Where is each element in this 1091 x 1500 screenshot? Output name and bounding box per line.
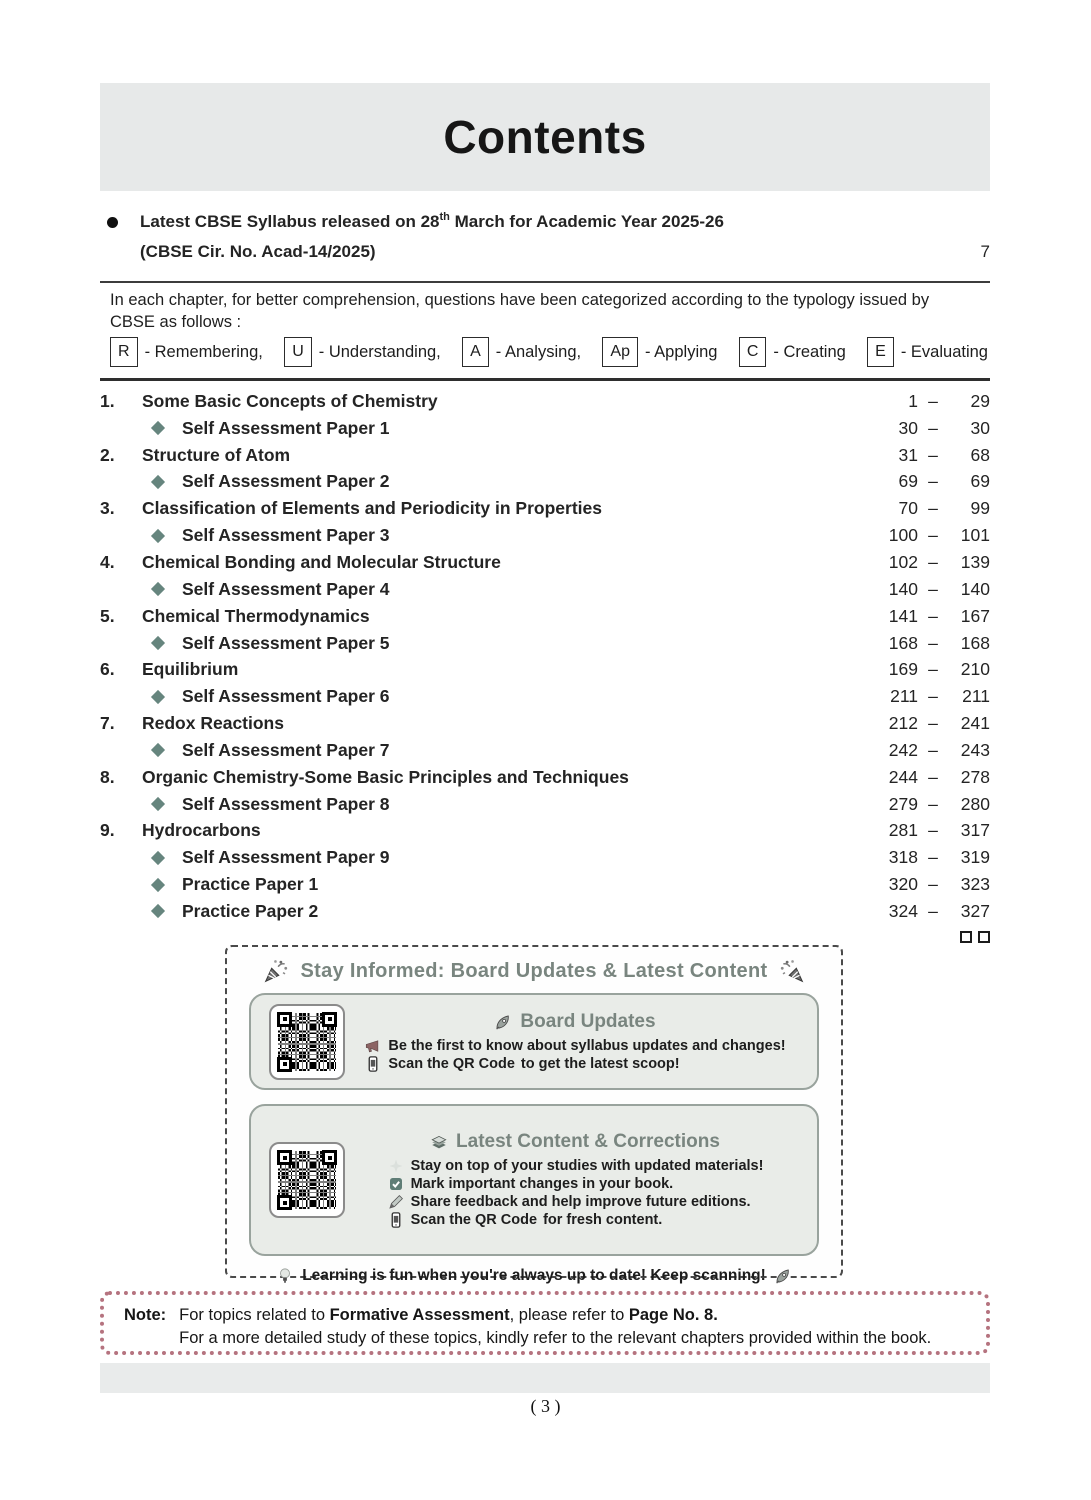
chapter-number: 9. [100,820,115,841]
toc-subrow [100,415,990,442]
subentry-title: Practice Paper 2 [182,900,319,921]
card-line-bold: Scan the QR Code [388,1055,515,1072]
subentry-title: Self Assessment Paper 1 [182,417,390,438]
pencil-icon [387,1193,405,1211]
circular-reference: (CBSE Cir. No. Acad-14/2025) [140,242,376,261]
page-range [872,498,990,519]
page-range [872,659,990,680]
divider [100,378,990,381]
typology-label: - Creating [773,342,846,361]
subentry-title: Self Assessment Paper 2 [182,471,390,492]
diamond-bullet-icon [151,878,165,892]
end-page: 323 [960,874,990,895]
page-range [872,740,990,761]
phone-icon [364,1055,382,1073]
typology-intro-line1: In each chapter, for better comprehension, questions have been categorized according to the typology issued by [110,291,930,309]
end-page: 210 [960,659,990,680]
diamond-bullet-icon [151,690,165,704]
toc-subrow [100,871,990,898]
chapter-number: 5. [100,605,115,626]
subentry-title: Self Assessment Paper 5 [182,632,390,653]
subentry-title: Self Assessment Paper 4 [182,578,390,599]
note-label: Note: [124,1306,167,1324]
diamond-bullet-icon [151,582,165,596]
toc-row [100,818,990,845]
toc-row [100,710,990,737]
chapter-title: Classification of Elements and Periodicity in Properties [142,498,602,519]
toc-subrow [100,844,990,871]
start-page: 169 [888,659,918,680]
sparkle-icon [387,1157,405,1175]
start-page: 102 [888,551,918,572]
page-number: ( 3 ) [530,1396,561,1416]
page-range [872,552,990,573]
diamond-bullet-icon [151,797,165,811]
latest-content-card [249,1104,819,1256]
board-updates-title: Board Updates [520,1010,656,1032]
dash: – [928,847,938,868]
start-page: 140 [888,578,918,599]
dash: – [928,551,938,572]
note-line1: For topics related to Formative Assessment, please refer to Page No. 8. [179,1306,718,1324]
typology-item [602,337,717,367]
toc-row [100,495,990,522]
ordinal-superscript: th [439,211,450,223]
end-page: 69 [970,471,990,492]
subentry-title: Self Assessment Paper 6 [182,686,390,707]
toc-subrow [100,683,990,710]
page-range [872,633,990,654]
page-range [872,445,990,466]
note-text [179,1304,931,1350]
toc-row [100,764,990,791]
chapter-number: 1. [100,390,115,411]
page-title: Contents [443,111,647,163]
end-page: 167 [960,605,990,626]
diamond-bullet-icon [151,904,165,918]
toc-row [100,442,990,469]
start-page: 244 [888,766,918,787]
dash: – [928,686,938,707]
toc-subrow [100,737,990,764]
card-line-text: Share feedback and help improve future editions. [410,1194,751,1210]
syllabus-text: Latest CBSE Syllabus released on 28 [140,212,440,231]
dash: – [928,578,938,599]
chapter-number: 6. [100,659,115,680]
subentry-title: Self Assessment Paper 7 [182,739,390,760]
dash: – [928,739,938,760]
footer-bar [100,1363,990,1393]
chapter-title: Organic Chemistry-Some Basic Principles and Techniques [142,766,629,787]
start-page: 70 [898,498,918,519]
end-page: 140 [960,578,990,599]
chapter-title: Chemical Thermodynamics [142,605,370,626]
dash: – [928,444,938,465]
board-updates-card [249,993,819,1090]
diamond-bullet-icon [151,636,165,650]
syllabus-text: March for Academic Year 2025-26 [449,212,724,231]
megaphone-icon [364,1037,382,1055]
chapter-title: Some Basic Concepts of Chemistry [142,390,438,411]
card-line-text: Mark important changes in your book. [410,1176,674,1192]
chapter-title: Structure of Atom [142,444,291,465]
page-range [872,418,990,439]
stay-informed-title-row [249,958,819,984]
start-page: 168 [888,632,918,653]
toc-subrow [100,469,990,496]
toc-list [100,388,990,925]
start-page: 211 [890,686,918,707]
end-square-icon [960,931,972,943]
end-page: 211 [962,686,990,707]
toc-row [100,388,990,415]
rocket-icon [774,1267,792,1285]
end-of-list-marks [100,931,990,943]
start-page: 279 [888,793,918,814]
stay-informed-box [225,945,843,1284]
end-page: 243 [960,739,990,760]
dash: – [928,820,938,841]
card-line-text: to get the latest scoop! [520,1055,680,1072]
chapter-number: 4. [100,551,115,572]
start-page: 100 [888,525,918,546]
end-page: 327 [960,900,990,921]
typology-intro-line2: CBSE as follows : [110,313,242,331]
typology-item [284,337,441,367]
dash: – [928,417,938,438]
start-page: 31 [898,444,918,465]
end-page: 278 [960,766,990,787]
toc-row [100,603,990,630]
bullet-dot-icon [107,217,118,228]
typology-label: - Analysing, [495,342,582,361]
end-square-icon [978,931,990,943]
syllabus-note [100,208,990,265]
typology-code-box: U [284,337,312,367]
dash: – [928,390,938,411]
start-page: 318 [888,847,918,868]
start-page: 1 [908,390,918,411]
typology-label: - Evaluating [900,342,988,361]
typology-code-box: E [867,337,894,367]
dash: – [928,766,938,787]
start-page: 69 [898,471,918,492]
diamond-bullet-icon [151,851,165,865]
stay-informed-title: Stay Informed: Board Updates & Latest Content [300,959,768,982]
qr-code [269,1142,345,1218]
typology-item [462,337,581,367]
latest-content-title: Latest Content & Corrections [456,1131,720,1152]
start-page: 324 [888,900,918,921]
dash: – [928,632,938,653]
board-updates-title-row [494,1011,655,1033]
diamond-bullet-icon [151,529,165,543]
chapter-number: 7. [100,713,115,734]
start-page: 281 [888,820,918,841]
end-page: 68 [970,444,990,465]
phone-icon [387,1211,405,1229]
typology-item [739,337,846,367]
dash: – [928,471,938,492]
typology-label: - Understanding, [318,342,441,361]
chapter-title: Hydrocarbons [142,820,261,841]
page-range [872,901,990,922]
diamond-bullet-icon [151,743,165,757]
check-icon [387,1175,405,1193]
chapter-number: 3. [100,498,115,519]
stay-informed-footer-text: Learning is fun when you're always up to date! Keep scanning! [302,1267,766,1284]
card-line [387,1211,764,1229]
card-line-bold: Scan the QR Code [410,1212,538,1228]
subentry-title: Self Assessment Paper 9 [182,847,390,868]
dash: – [928,525,938,546]
contents-header [100,83,990,191]
typology-code-box: C [739,337,767,367]
typology-legend [110,337,988,367]
dash: – [928,793,938,814]
toc-row [100,549,990,576]
card-line [387,1175,764,1193]
typology-intro [110,289,990,333]
diamond-bullet-icon [151,475,165,489]
toc-subrow [100,576,990,603]
qr-code [269,1004,345,1080]
end-page: 168 [960,632,990,653]
start-page: 212 [888,713,918,734]
page-range [872,391,990,412]
syllabus-note-line1 [140,208,990,238]
end-page: 317 [960,820,990,841]
page-range [872,686,990,707]
chapter-number: 2. [100,444,115,465]
page-range [872,471,990,492]
page-range [872,606,990,627]
typology-label: - Applying [645,342,718,361]
subentry-title: Self Assessment Paper 3 [182,525,390,546]
lightbulb-icon [276,1267,294,1285]
stay-informed-footer [249,1267,819,1285]
dash: – [928,605,938,626]
dash: – [928,874,938,895]
party-popper-icon [779,958,805,984]
toc-row [100,656,990,683]
subentry-title: Self Assessment Paper 8 [182,793,390,814]
chapter-title: Redox Reactions [142,713,284,734]
latest-content-lines [387,1157,764,1229]
diamond-bullet-icon [151,421,165,435]
card-line [364,1055,785,1073]
chapter-title: Equilibrium [142,659,239,680]
typology-code-box: R [110,337,138,367]
card-line [364,1037,785,1055]
card-line-text: Be the first to know about syllabus updates and changes! [388,1037,786,1054]
end-page: 280 [960,793,990,814]
chapter-number: 8. [100,766,115,787]
end-page: 29 [970,390,990,411]
toc-subrow [100,791,990,818]
syllabus-page-number: 7 [980,242,990,261]
page-range [872,713,990,734]
typology-item [110,337,263,367]
card-line [387,1193,764,1211]
board-updates-lines [364,1037,785,1073]
typology-label: - Remembering, [144,342,263,361]
chapter-title: Chemical Bonding and Molecular Structure [142,551,501,572]
syllabus-note-line2 [140,238,990,265]
card-line-text: Stay on top of your studies with updated materials! [410,1158,764,1174]
typology-code-box: A [462,337,489,367]
card-line-text: for fresh content. [543,1212,663,1228]
page-range [872,525,990,546]
end-page: 101 [960,525,990,546]
start-page: 141 [888,605,918,626]
latest-content-title-row [430,1131,720,1153]
toc-subrow [100,898,990,925]
toc-subrow [100,630,990,657]
page-range [872,579,990,600]
start-page: 320 [888,874,918,895]
start-page: 30 [898,417,918,438]
qr-pattern [278,1151,336,1209]
dash: – [928,713,938,734]
dash: – [928,498,938,519]
divider [100,281,990,283]
page-range [872,767,990,788]
subentry-title: Practice Paper 1 [182,874,319,895]
card-line [387,1157,764,1175]
end-page: 241 [960,713,990,734]
books-icon [430,1133,448,1151]
page-range [872,847,990,868]
typology-code-box: Ap [602,337,638,367]
rocket-icon [494,1013,512,1031]
end-page: 99 [970,498,990,519]
page-range [872,820,990,841]
end-page: 139 [960,551,990,572]
page-range [872,794,990,815]
party-popper-icon [263,958,289,984]
typology-item [867,337,988,367]
end-page: 319 [960,847,990,868]
start-page: 242 [888,739,918,760]
toc-subrow [100,522,990,549]
qr-pattern [278,1013,336,1071]
dash: – [928,900,938,921]
page-range [872,874,990,895]
dash: – [928,659,938,680]
note-box [100,1291,990,1355]
note-line2: For a more detailed study of these topics, kindly refer to the relevant chapters provided within the book. [179,1329,932,1347]
end-page: 30 [970,417,990,438]
